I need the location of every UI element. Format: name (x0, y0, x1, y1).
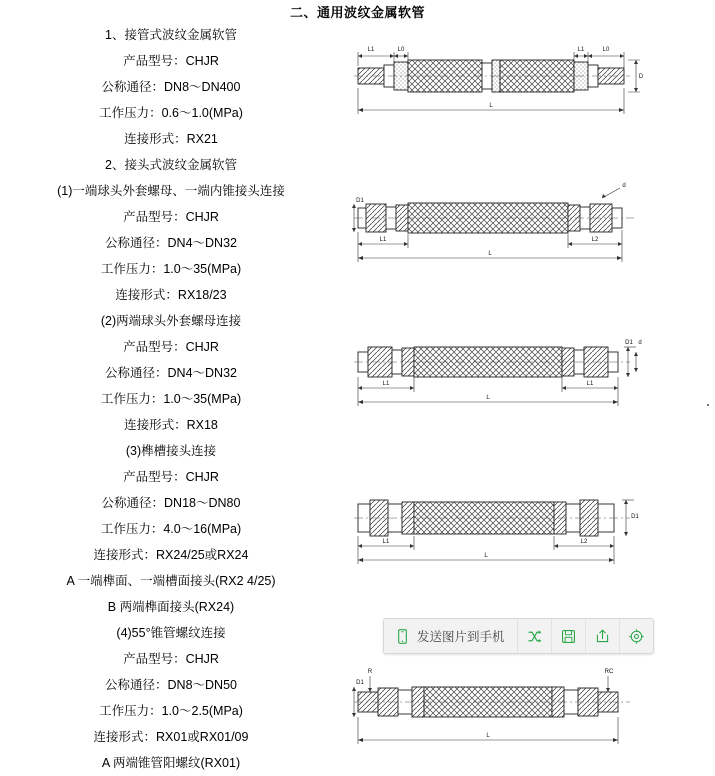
save-icon (560, 628, 577, 645)
page-edge-mark (707, 404, 709, 406)
text-line: 连接形式：RX24/25或RX24 (93, 548, 249, 562)
text-line: 连接形式：RX18/23 (115, 288, 227, 302)
text-line: 产品型号：CHJR (123, 652, 219, 666)
share-icon (594, 628, 611, 645)
text-line: A 一端榫面、一端槽面接头(RX2 4/25) (66, 574, 276, 588)
text-line: B 两端榫面接头(RX24) (107, 600, 235, 614)
text-line: (4)55°锥管螺纹连接 (116, 626, 226, 640)
figure-label: L (486, 733, 490, 739)
figure-label: d (622, 183, 626, 189)
text-line: A 两端锥管阳螺纹(RX01) (101, 756, 241, 770)
share-button[interactable] (586, 619, 620, 653)
send-to-phone-button[interactable] (384, 619, 518, 653)
figure-label: L (484, 553, 488, 559)
text-line: 产品型号：CHJR (123, 470, 219, 484)
text-line: 公称通径：DN8～DN50 (105, 678, 237, 692)
text-line: 产品型号：CHJR (123, 340, 219, 354)
text-line: (1)一端球头外套螺母、一端内锥接头连接 (57, 184, 285, 198)
gear-icon (628, 628, 645, 645)
figure-label: D1 (631, 514, 639, 520)
specification-text-column (0, 22, 342, 776)
figure-label: D1 (625, 340, 633, 346)
phone-icon (394, 628, 411, 645)
text-line: 公称通径：DN8～DN400 (101, 80, 241, 94)
image-toolbar[interactable] (383, 618, 654, 654)
text-line: (3)榫槽接头连接 (125, 444, 217, 458)
figure-label: L (486, 395, 490, 401)
figure-label: L1 (577, 47, 585, 53)
figure-label: L1 (367, 47, 375, 53)
figure-label: L1 (586, 381, 594, 387)
figure-label: RC (604, 669, 614, 675)
text-line: (2)两端球头外套螺母连接 (100, 314, 242, 328)
figure-label: D1 (356, 680, 364, 686)
figure-label: L1 (382, 381, 390, 387)
figure-label: L (489, 103, 493, 109)
send-to-phone-label: 发送图片到手机 (417, 630, 505, 644)
save-button[interactable] (552, 619, 586, 653)
figure-2-ball-head-nut-cone (352, 178, 644, 268)
text-line: 公称通径：DN4～DN32 (105, 236, 237, 250)
text-line: 工作压力：1.0～35(MPa) (100, 262, 242, 276)
figure-label: L1 (379, 237, 387, 243)
settings-button[interactable] (620, 619, 653, 653)
figure-label: L (488, 251, 492, 257)
figure-label: L0 (397, 47, 405, 53)
figure-4-tongue-groove (352, 478, 644, 568)
text-line: 连接形式：RX21 (124, 132, 218, 146)
page-title: 二、通用波纹金属软管 (289, 5, 425, 20)
figure-label: L2 (591, 237, 599, 243)
figure-label: D1 (356, 198, 364, 204)
text-line: 公称通径：DN18～DN80 (101, 496, 241, 510)
text-line: 工作压力：1.0～35(MPa) (100, 392, 242, 406)
figure-3-both-ends-ball-head (352, 322, 644, 412)
figure-label: D (638, 74, 644, 80)
shuffle-button[interactable] (518, 619, 552, 653)
text-line: 1、接管式波纹金属软管 (105, 28, 237, 42)
figure-label: R (367, 669, 373, 675)
shuffle-icon (526, 628, 543, 645)
text-line: 产品型号：CHJR (123, 54, 219, 68)
figure-5-taper-thread (352, 662, 644, 762)
figure-label: d (638, 340, 642, 346)
figure-1-pipe-type-hose (352, 36, 644, 126)
text-line: 2、接头式波纹金属软管 (105, 158, 237, 172)
figure-label: L0 (602, 47, 610, 53)
text-line: 工作压力：1.0～2.5(MPa) (99, 704, 243, 718)
text-line: 公称通径：DN4～DN32 (105, 366, 237, 380)
figure-label: L1 (382, 539, 390, 545)
text-line: 工作压力：4.0～16(MPa) (100, 522, 242, 536)
text-line: 工作压力：0.6～1.0(MPa) (99, 106, 243, 120)
text-line: 连接形式：RX18 (124, 418, 218, 432)
text-line: 产品型号：CHJR (123, 210, 219, 224)
text-line: 连接形式：RX01或RX01/09 (93, 730, 249, 744)
figure-label: L2 (580, 539, 588, 545)
